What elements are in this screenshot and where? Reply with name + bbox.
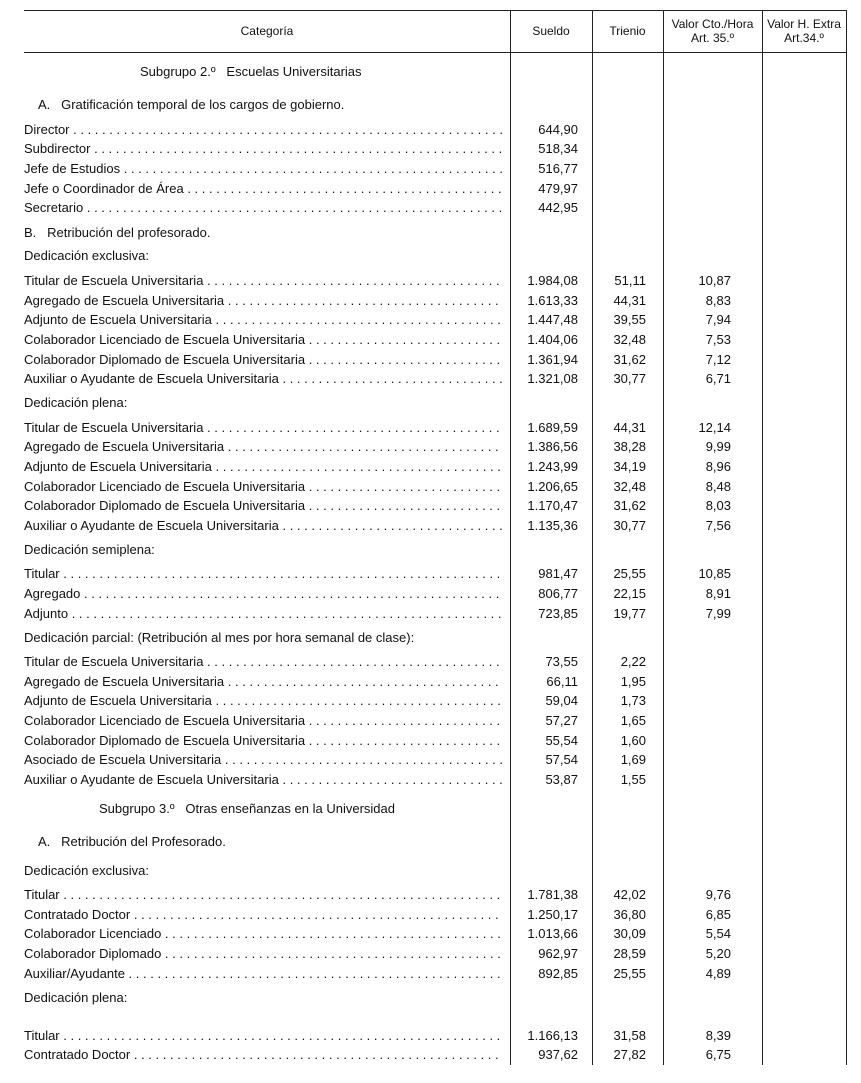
section-dedicacion-exclusiva-2: Dedicación exclusiva:	[24, 863, 150, 878]
valor-hora-value: 8,03	[705, 498, 731, 513]
sueldo-value: 73,55	[545, 654, 578, 669]
row-label: Jefe o Coordinador de Área . . .	[24, 180, 502, 198]
sueldo-value: 1.781,38	[527, 887, 578, 902]
trienio-value: 31,62	[613, 352, 646, 367]
sueldo-value: 59,04	[545, 693, 578, 708]
row-label: Jefe de Estudios . . .	[24, 160, 502, 178]
row-label: Agregado de Escuela Universitaria . . .	[24, 292, 502, 310]
table-row	[0, 419, 861, 437]
sueldo-value: 1.689,59	[527, 420, 578, 435]
table-row	[0, 886, 861, 904]
row-label: Contratado Doctor . . .	[24, 906, 502, 924]
trienio-value: 19,77	[613, 606, 646, 621]
table-row	[0, 311, 861, 329]
valor-hora-value: 10,85	[698, 566, 731, 581]
sueldo-value: 1.613,33	[527, 293, 578, 308]
row-label: Colaborador Diplomado de Escuela Universitaria . . .	[24, 732, 502, 750]
trienio-value: 31,62	[613, 498, 646, 513]
valor-hora-value: 7,56	[705, 518, 731, 533]
table-row	[0, 732, 861, 750]
trienio-value: 30,09	[613, 926, 646, 941]
row-label: Agregado . . .	[24, 585, 502, 603]
trienio-value: 36,80	[613, 907, 646, 922]
sueldo-value: 1.984,08	[527, 273, 578, 288]
header-sueldo	[510, 10, 592, 52]
header-valor-extra-line2: Art.34.º	[784, 31, 824, 45]
valor-hora-value: 9,99	[705, 439, 731, 454]
header-valor-cto-line1: Valor Cto./Hora	[671, 17, 754, 31]
table-row	[0, 180, 861, 198]
valor-hora-value: 6,75	[705, 1047, 731, 1062]
row-label: Colaborador Licenciado de Escuela Universitaria . . .	[24, 712, 502, 730]
table-row	[0, 497, 861, 515]
section-dedicacion-parcial: Dedicación parcial: (Retribución al mes por hora semanal de clase):	[24, 630, 415, 645]
trienio-value: 30,77	[613, 371, 646, 386]
table-row	[0, 370, 861, 388]
section-dedicacion-exclusiva: Dedicación exclusiva:	[24, 248, 150, 263]
trienio-value: 32,48	[613, 332, 646, 347]
row-label: Asociado de Escuela Universitaria . . .	[24, 751, 502, 769]
table-row	[0, 292, 861, 310]
trienio-value: 44,31	[613, 293, 646, 308]
sueldo-value: 1.170,47	[527, 498, 578, 513]
valor-hora-value: 8,48	[705, 479, 731, 494]
row-label: Agregado de Escuela Universitaria . . .	[24, 438, 502, 456]
sueldo-value: 723,85	[538, 606, 578, 621]
header-trienio	[592, 10, 663, 52]
trienio-value: 38,28	[613, 439, 646, 454]
section-dedicacion-plena: Dedicación plena:	[24, 395, 128, 410]
trienio-value: 31,58	[613, 1028, 646, 1043]
trienio-value: 34,19	[613, 459, 646, 474]
sueldo-value: 442,95	[538, 200, 578, 215]
table-row	[0, 751, 861, 769]
table-row	[0, 1027, 861, 1045]
section-retribucion-b: B. Retribución del profesorado.	[24, 225, 211, 240]
sueldo-value: 806,77	[538, 586, 578, 601]
row-label: Titular . . .	[24, 565, 502, 583]
sueldo-value: 1.361,94	[527, 352, 578, 367]
header-bottom-rule	[24, 52, 847, 53]
sueldo-value: 892,85	[538, 966, 578, 981]
table-row	[0, 585, 861, 603]
row-label: Contratado Doctor . . .	[24, 1046, 502, 1064]
table-row	[0, 653, 861, 671]
row-label: Director . . .	[24, 121, 502, 139]
valor-hora-value: 8,91	[705, 586, 731, 601]
valor-hora-value: 8,39	[705, 1028, 731, 1043]
table-row	[0, 673, 861, 691]
sueldo-value: 53,87	[545, 772, 578, 787]
header-sueldo-label: Sueldo	[532, 24, 570, 38]
header-valor-extra	[762, 10, 846, 52]
table-row	[0, 906, 861, 924]
header-categoria-label: Categoría	[240, 24, 294, 38]
sueldo-value: 1.243,99	[527, 459, 578, 474]
valor-hora-value: 5,54	[705, 926, 731, 941]
row-label: Colaborador Diplomado . . .	[24, 945, 502, 963]
section-dedicacion-semiplena: Dedicación semiplena:	[24, 542, 155, 557]
valor-hora-value: 4,89	[705, 966, 731, 981]
row-label: Auxiliar/Ayudante . . .	[24, 965, 502, 983]
table-row	[0, 140, 861, 158]
table-row	[0, 565, 861, 583]
row-label: Titular . . .	[24, 1027, 502, 1045]
sueldo-value: 1.404,06	[527, 332, 578, 347]
trienio-value: 1,65	[620, 713, 646, 728]
table-row	[0, 771, 861, 789]
row-label: Agregado de Escuela Universitaria . . .	[24, 673, 502, 691]
sueldo-value: 1.386,56	[527, 439, 578, 454]
table-row	[0, 331, 861, 349]
table-row	[0, 712, 861, 730]
table-row	[0, 121, 861, 139]
valor-hora-value: 6,71	[705, 371, 731, 386]
sueldo-value: 962,97	[538, 946, 578, 961]
sueldo-value: 516,77	[538, 161, 578, 176]
section-subgrupo-3: Subgrupo 3.º Otras enseñanzas en la Universidad	[99, 801, 395, 816]
trienio-value: 25,55	[613, 966, 646, 981]
trienio-value: 44,31	[613, 420, 646, 435]
header-categoria	[24, 10, 510, 52]
table-row	[0, 692, 861, 710]
sueldo-value: 1.447,48	[527, 312, 578, 327]
trienio-value: 27,82	[613, 1047, 646, 1062]
section-gratificacion: A. Gratificación temporal de los cargos de gobierno.	[38, 97, 345, 112]
valor-hora-value: 10,87	[698, 273, 731, 288]
row-label: Adjunto de Escuela Universitaria . . .	[24, 692, 502, 710]
row-label: Auxiliar o Ayudante de Escuela Universitaria . . .	[24, 517, 502, 535]
row-label: Titular . . .	[24, 886, 502, 904]
valor-hora-value: 7,12	[705, 352, 731, 367]
sueldo-value: 1.166,13	[527, 1028, 578, 1043]
table-row	[0, 199, 861, 217]
row-label: Colaborador Licenciado de Escuela Universitaria . . .	[24, 331, 502, 349]
sueldo-value: 1.321,08	[527, 371, 578, 386]
section-subgrupo-2: Subgrupo 2.º Escuelas Universitarias	[140, 64, 362, 79]
row-label: Colaborador Licenciado de Escuela Universitaria . . .	[24, 478, 502, 496]
header-trienio-label: Trienio	[609, 24, 646, 38]
sueldo-value: 518,34	[538, 141, 578, 156]
trienio-value: 1,73	[620, 693, 646, 708]
valor-hora-value: 8,83	[705, 293, 731, 308]
row-label: Auxiliar o Ayudante de Escuela Universitaria . . .	[24, 771, 502, 789]
trienio-value: 28,59	[613, 946, 646, 961]
row-label: Colaborador Diplomado de Escuela Universitaria . . .	[24, 497, 502, 515]
row-label: Titular de Escuela Universitaria . . .	[24, 419, 502, 437]
trienio-value: 1,60	[620, 733, 646, 748]
header-valor-extra-line1: Valor H. Extra	[767, 17, 841, 31]
table-row	[0, 351, 861, 369]
sueldo-value: 57,27	[545, 713, 578, 728]
row-label: Auxiliar o Ayudante de Escuela Universitaria . . .	[24, 370, 502, 388]
trienio-value: 22,15	[613, 586, 646, 601]
table-row	[0, 965, 861, 983]
trienio-value: 1,69	[620, 752, 646, 767]
header-valor-cto	[663, 10, 762, 52]
row-label: Colaborador Licenciado . . .	[24, 925, 502, 943]
row-label: Titular de Escuela Universitaria . . .	[24, 653, 502, 671]
sueldo-value: 937,62	[538, 1047, 578, 1062]
valor-hora-value: 7,99	[705, 606, 731, 621]
trienio-value: 42,02	[613, 887, 646, 902]
row-label: Titular de Escuela Universitaria . . .	[24, 272, 502, 290]
table-row	[0, 605, 861, 623]
sueldo-value: 1.135,36	[527, 518, 578, 533]
trienio-value: 51,11	[614, 273, 646, 288]
table-row	[0, 925, 861, 943]
row-label: Adjunto de Escuela Universitaria . . .	[24, 458, 502, 476]
row-label: Secretario . . .	[24, 199, 502, 217]
valor-hora-value: 5,20	[705, 946, 731, 961]
trienio-value: 2,22	[620, 654, 646, 669]
row-label: Adjunto . . .	[24, 605, 502, 623]
trienio-value: 30,77	[613, 518, 646, 533]
sueldo-value: 1.013,66	[527, 926, 578, 941]
row-label: Colaborador Diplomado de Escuela Universitaria . . .	[24, 351, 502, 369]
table-row	[0, 478, 861, 496]
table-row	[0, 517, 861, 535]
sueldo-value: 644,90	[538, 122, 578, 137]
table-row	[0, 945, 861, 963]
section-retribucion-a: A. Retribución del Profesorado.	[38, 834, 226, 849]
table-row	[0, 272, 861, 290]
trienio-value: 32,48	[613, 479, 646, 494]
row-label: Adjunto de Escuela Universitaria . . .	[24, 311, 502, 329]
trienio-value: 39,55	[613, 312, 646, 327]
valor-hora-value: 7,94	[705, 312, 731, 327]
table-row	[0, 458, 861, 476]
sueldo-value: 479,97	[538, 181, 578, 196]
valor-hora-value: 8,96	[705, 459, 731, 474]
sueldo-value: 57,54	[545, 752, 578, 767]
sueldo-value: 1.206,65	[527, 479, 578, 494]
sueldo-value: 981,47	[538, 566, 578, 581]
header-valor-cto-line2: Art. 35.º	[690, 31, 735, 45]
valor-hora-value: 9,76	[705, 887, 731, 902]
table-row	[0, 160, 861, 178]
sueldo-value: 1.250,17	[527, 907, 578, 922]
table-row	[0, 438, 861, 456]
sueldo-value: 55,54	[545, 733, 578, 748]
section-dedicacion-plena-2: Dedicación plena:	[24, 990, 128, 1005]
trienio-value: 1,55	[620, 772, 646, 787]
valor-hora-value: 6,85	[705, 907, 731, 922]
table-row	[0, 1046, 861, 1064]
valor-hora-value: 12,14	[698, 420, 731, 435]
sueldo-value: 66,11	[546, 674, 578, 689]
row-label: Subdirector . . .	[24, 140, 502, 158]
trienio-value: 1,95	[620, 674, 646, 689]
valor-hora-value: 7,53	[705, 332, 731, 347]
trienio-value: 25,55	[613, 566, 646, 581]
